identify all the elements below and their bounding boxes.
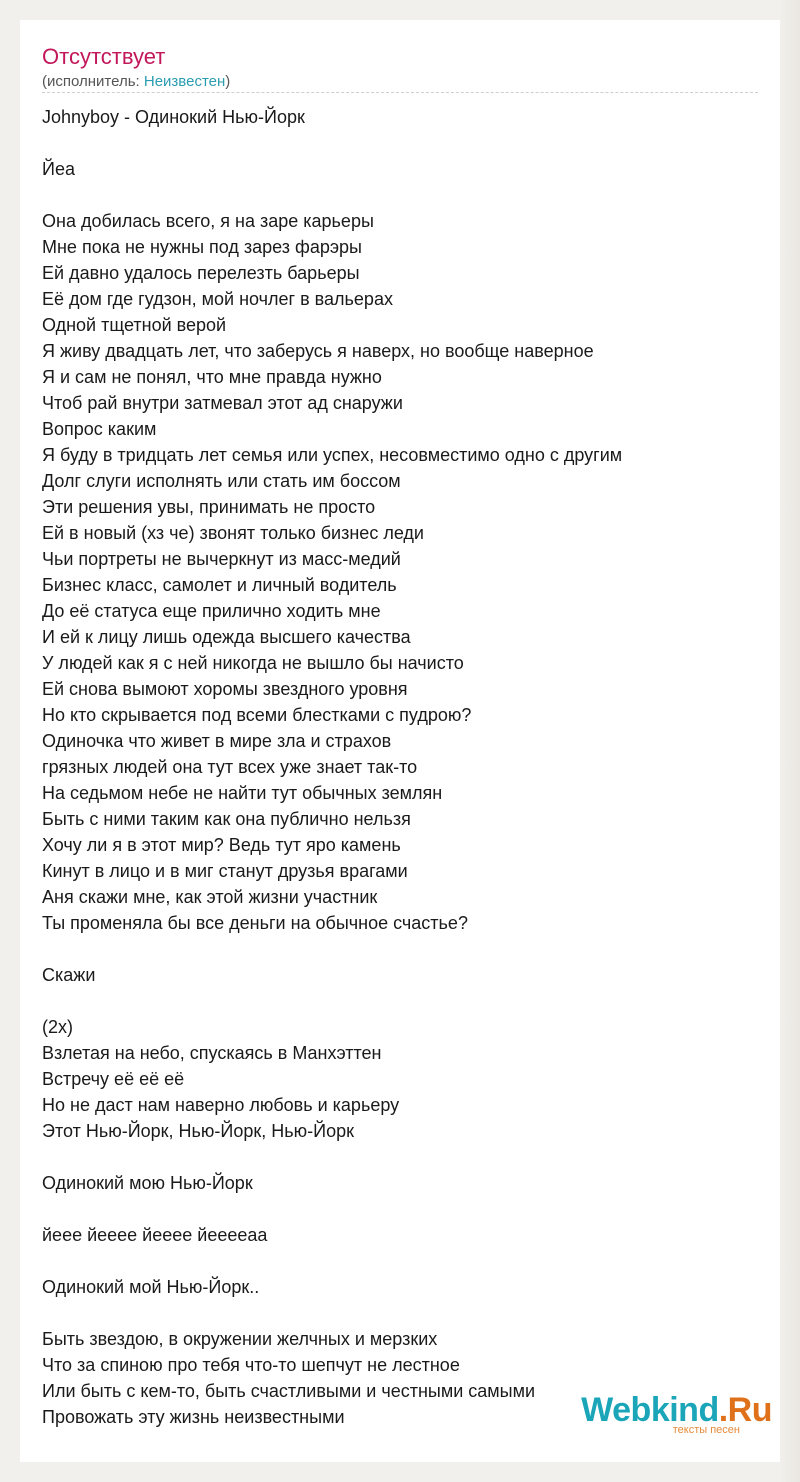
lyric-line: Ей давно удалось перелезть барьеры bbox=[42, 263, 360, 283]
lyric-line: До её статуса еще прилично ходить мне bbox=[42, 601, 381, 621]
watermark-tld: .Ru bbox=[718, 1391, 772, 1429]
lyric-line: Этот Нью-Йорк, Нью-Йорк, Нью-Йорк bbox=[42, 1121, 354, 1141]
lyric-blank-line bbox=[42, 1248, 762, 1274]
lyric-blank-line bbox=[42, 1144, 762, 1170]
artist-line bbox=[42, 73, 230, 90]
lyric-line: Взлетая на небо, спускаясь в Манхэттен bbox=[42, 1043, 382, 1063]
lyric-line: Провожать эту жизнь неизвестными bbox=[42, 1407, 345, 1427]
lyric-line: Одной тщетной верой bbox=[42, 315, 227, 335]
lyric-line: Одинокий мой Нью-Йорк.. bbox=[42, 1277, 260, 1297]
page-edge-shadow bbox=[780, 0, 800, 1482]
lyric-line: И ей к лицу лишь одежда высшего качества bbox=[42, 627, 411, 647]
lyric-line: Ей снова вымоют хоромы звездного уровня bbox=[42, 679, 408, 699]
lyric-line: Вопрос каким bbox=[42, 419, 157, 439]
lyric-line: Кинут в лицо и в миг станут друзья врагами bbox=[42, 861, 408, 881]
lyric-line: Встречу её её её bbox=[42, 1069, 185, 1089]
lyric-line: Быть с ними таким как она публично нельзя bbox=[42, 809, 411, 829]
lyrics-body bbox=[42, 104, 762, 1430]
lyric-blank-line bbox=[42, 936, 762, 962]
lyric-line: йеее йееее йееее йееееаа bbox=[42, 1225, 268, 1245]
lyric-line: Ты променяла бы все деньги на обычное счастье? bbox=[42, 913, 468, 933]
lyric-blank-line bbox=[42, 988, 762, 1014]
site-watermark bbox=[581, 1391, 772, 1436]
lyric-line: Или быть с кем-то, быть счастливыми и честными самыми bbox=[42, 1381, 536, 1401]
lyric-line: Одиночка что живет в мире зла и страхов bbox=[42, 731, 392, 751]
lyric-line: Бизнес класс, самолет и личный водитель bbox=[42, 575, 397, 595]
watermark-brand: Webkind bbox=[581, 1391, 719, 1429]
lyric-line: (2x) bbox=[42, 1017, 73, 1037]
lyric-line: Я живу двадцать лет, что заберусь я наверх, но вообще наверное bbox=[42, 341, 594, 361]
lyric-line: Я буду в тридцать лет семья или успех, несовместимо одно с другим bbox=[42, 445, 623, 465]
lyric-line: На седьмом небе не найти тут обычных землян bbox=[42, 783, 443, 803]
lyric-line: Что за спиною про тебя что-то шепчут не лестное bbox=[42, 1355, 460, 1375]
lyric-line: Мне пока не нужны под зарез фарэры bbox=[42, 237, 362, 257]
header-divider bbox=[42, 92, 758, 93]
lyric-line: Йеа bbox=[42, 159, 75, 179]
lyric-line: Я и сам не понял, что мне правда нужно bbox=[42, 367, 382, 387]
lyric-line: Чьи портреты не вычеркнут из масс-медий bbox=[42, 549, 401, 569]
lyric-line: Но кто скрывается под всеми блестками с пудрою? bbox=[42, 705, 472, 725]
lyric-line: Ей в новый (хз че) звонят только бизнес леди bbox=[42, 523, 424, 543]
artist-suffix: ) bbox=[225, 73, 231, 90]
lyric-line: Аня скажи мне, как этой жизни участник bbox=[42, 887, 378, 907]
watermark-tagline: тексты песен bbox=[672, 1424, 740, 1436]
lyric-line: Быть звездою, в окружении желчных и мерзких bbox=[42, 1329, 438, 1349]
lyric-line: У людей как я с ней никогда не вышло бы начисто bbox=[42, 653, 464, 673]
artist-link[interactable]: Неизвестен bbox=[143, 73, 226, 90]
lyrics-page bbox=[20, 20, 780, 1462]
lyric-line: Она добилась всего, я на заре карьеры bbox=[42, 211, 374, 231]
song-title: Отсутствует bbox=[42, 44, 166, 69]
artist-prefix: (исполнитель: bbox=[42, 73, 144, 90]
lyric-line: Одинокий мою Нью-Йорк bbox=[42, 1173, 253, 1193]
lyric-line: грязных людей она тут всех уже знает так-то bbox=[42, 757, 418, 777]
lyric-line: Скажи bbox=[42, 965, 96, 985]
lyric-line: Долг слуги исполнять или стать им боссом bbox=[42, 471, 401, 491]
lyric-line: Johnyboy - Одинокий Нью-Йорк bbox=[42, 107, 305, 127]
lyric-line: Хочу ли я в этот мир? Ведь тут яро камень bbox=[42, 835, 401, 855]
lyric-blank-line bbox=[42, 130, 762, 156]
lyric-blank-line bbox=[42, 1300, 762, 1326]
lyric-line: Её дом где гудзон, мой ночлег в вальерах bbox=[42, 289, 393, 309]
lyric-line: Эти решения увы, принимать не просто bbox=[42, 497, 376, 517]
lyric-line: Чтоб рай внутри затмевал этот ад снаружи bbox=[42, 393, 403, 413]
lyric-line: Но не даст нам наверно любовь и карьеру bbox=[42, 1095, 400, 1115]
lyric-blank-line bbox=[42, 182, 762, 208]
lyric-blank-line bbox=[42, 1196, 762, 1222]
